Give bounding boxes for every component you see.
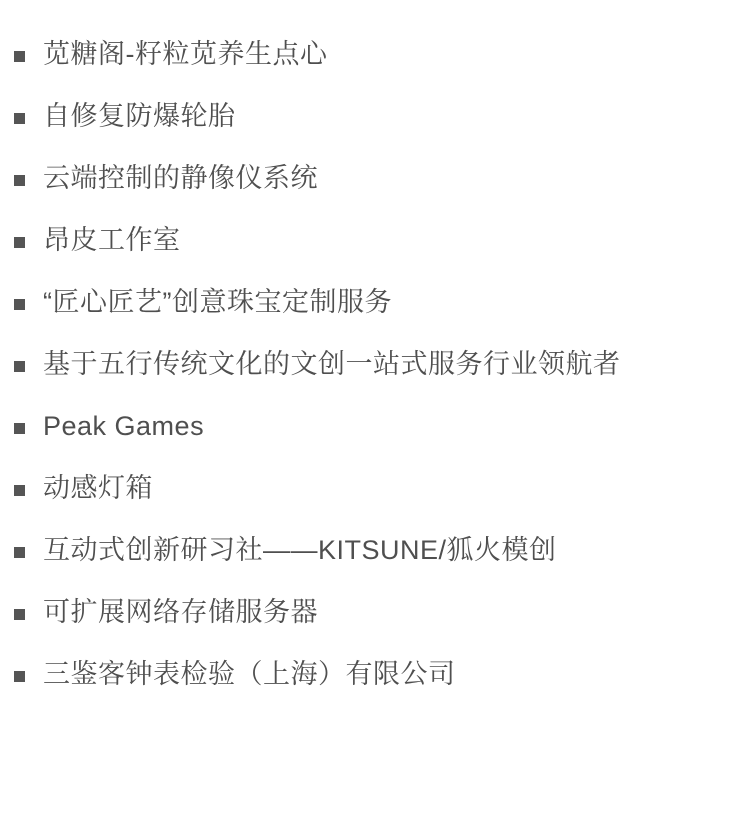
project-list [14, 24, 740, 706]
list-item-label: “匠心匠艺”创意珠宝定制服务 [43, 287, 392, 318]
square-bullet-icon [14, 175, 25, 186]
square-bullet-icon [14, 237, 25, 248]
list-item [14, 644, 740, 706]
list-item [14, 210, 740, 272]
list-item [14, 520, 740, 582]
list-item-label: 三鉴客钟表检验（上海）有限公司 [43, 659, 456, 690]
square-bullet-icon [14, 547, 25, 558]
list-item [14, 458, 740, 520]
square-bullet-icon [14, 299, 25, 310]
square-bullet-icon [14, 51, 25, 62]
list-item [14, 272, 740, 334]
list-item [14, 86, 740, 148]
list-item-label: 互动式创新研习社——KITSUNE/狐火模创 [43, 535, 557, 566]
list-item [14, 334, 740, 396]
list-item-label: Peak Games [43, 411, 205, 442]
list-item [14, 582, 740, 644]
list-item-label: 动感灯箱 [43, 473, 153, 504]
list-item [14, 24, 740, 86]
square-bullet-icon [14, 609, 25, 620]
list-item-label: 云端控制的静像仪系统 [43, 163, 318, 194]
list-item-label: 自修复防爆轮胎 [43, 101, 236, 132]
list-item [14, 148, 740, 210]
square-bullet-icon [14, 423, 25, 434]
square-bullet-icon [14, 113, 25, 124]
list-item-label: 可扩展网络存储服务器 [43, 597, 318, 628]
list-item [14, 396, 740, 458]
list-item-label: 基于五行传统文化的文创一站式服务行业领航者 [43, 349, 621, 380]
square-bullet-icon [14, 485, 25, 496]
list-item-label: 昂皮工作室 [43, 225, 181, 256]
square-bullet-icon [14, 671, 25, 682]
list-item-label: 苋糖阁-籽粒苋养生点心 [43, 39, 328, 70]
square-bullet-icon [14, 361, 25, 372]
